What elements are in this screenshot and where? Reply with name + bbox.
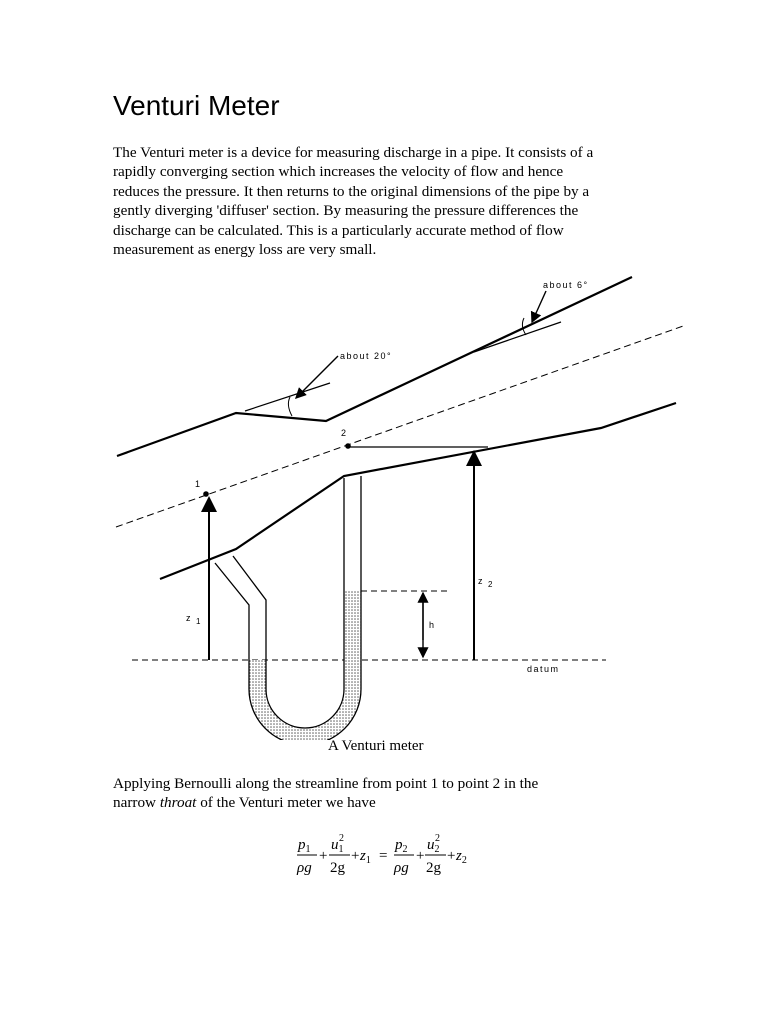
intro-line: measurement as energy loss are very small. — [113, 241, 377, 259]
label-z1-main: z — [186, 613, 192, 623]
eq-p1: p — [298, 837, 306, 853]
svg-text:p1 — [297, 837, 311, 855]
bernoulli-line-2 — [113, 793, 673, 812]
manometer-outer-wall — [215, 476, 361, 740]
label-about-6-degrees: about 6° — [543, 280, 589, 290]
intro-paragraph — [113, 143, 673, 259]
label-h: h — [429, 620, 436, 630]
eq-u1: u — [331, 837, 339, 853]
venturi-meter-diagram — [0, 260, 768, 740]
pipe-lower-wall — [160, 403, 676, 579]
eq-u1-sub: 1 — [338, 844, 344, 855]
page-title: Venturi Meter — [113, 90, 280, 121]
eq-two-g: 2g — [426, 860, 441, 876]
label-datum: datum — [527, 664, 560, 674]
eq-z1-sub: 1 — [365, 855, 371, 866]
eq-equals: = — [379, 848, 388, 864]
eq-rho-g: ρg — [394, 860, 409, 876]
eq-u2: u — [427, 837, 435, 853]
eq-plus: + — [416, 848, 425, 864]
converging-angle-guide — [245, 383, 330, 411]
converging-angle-pointer — [296, 356, 338, 398]
svg-text:p2 — [394, 837, 408, 855]
eq-plus: + — [319, 848, 328, 864]
svg-text:z1 — [359, 848, 371, 866]
figure-caption: A Venturi meter — [328, 738, 424, 754]
bernoulli-paragraph — [113, 774, 673, 813]
eq-plus: + — [351, 848, 360, 864]
label-z1-sub: 1 — [196, 617, 202, 626]
intro-line: reduces the pressure. It then returns to the original dimensions of the pipe by a — [113, 182, 590, 200]
label-point-1: 1 — [195, 479, 202, 489]
eq-p1-sub: 1 — [305, 844, 311, 855]
eq-u2-sup: 2 — [435, 833, 440, 844]
svg-text:z2 — [455, 848, 467, 866]
converging-angle-arc — [288, 397, 292, 416]
intro-line: rapidly converging section which increases the velocity of flow and hence — [113, 163, 564, 181]
eq-two-g: 2g — [330, 860, 345, 876]
eq-p2: p — [395, 837, 403, 853]
bernoulli-line-2-start: narrow — [113, 794, 160, 812]
eq-u1-sup: 2 — [339, 833, 344, 844]
label-z1 — [186, 613, 202, 626]
pipe-upper-wall — [117, 277, 632, 456]
intro-line: The Venturi meter is a device for measuring discharge in a pipe. It consists of a — [113, 144, 594, 161]
point-1-marker — [203, 491, 209, 497]
eq-z2: z — [456, 848, 462, 864]
eq-z1: z — [360, 848, 366, 864]
eq-p2-sub: 2 — [402, 844, 408, 855]
eq-plus: + — [447, 848, 456, 864]
intro-line: discharge can be calculated. This is a particularly accurate method of flow — [113, 221, 564, 239]
bernoulli-line-2-end: of the Venturi meter we have — [196, 794, 376, 812]
diffuser-angle-guide — [474, 322, 561, 352]
bernoulli-line-1: Applying Bernoulli along the streamline from point 1 to point 2 in the — [113, 775, 539, 792]
intro-line: gently diverging 'diffuser' section. By measuring the pressure differences the — [113, 202, 579, 220]
eq-u2-sub: 2 — [434, 844, 440, 855]
label-z2-sub: 2 — [488, 580, 494, 589]
label-z2-main: z — [478, 576, 484, 586]
label-point-2: 2 — [341, 428, 348, 438]
bernoulli-equation — [296, 828, 496, 878]
eq-rho-g: ρg — [297, 860, 312, 876]
throat-emphasis: throat — [159, 794, 197, 812]
eq-z2-sub: 2 — [461, 855, 467, 866]
point-2-marker — [345, 443, 351, 449]
label-z2 — [478, 576, 494, 589]
label-about-20-degrees: about 20° — [340, 351, 393, 361]
